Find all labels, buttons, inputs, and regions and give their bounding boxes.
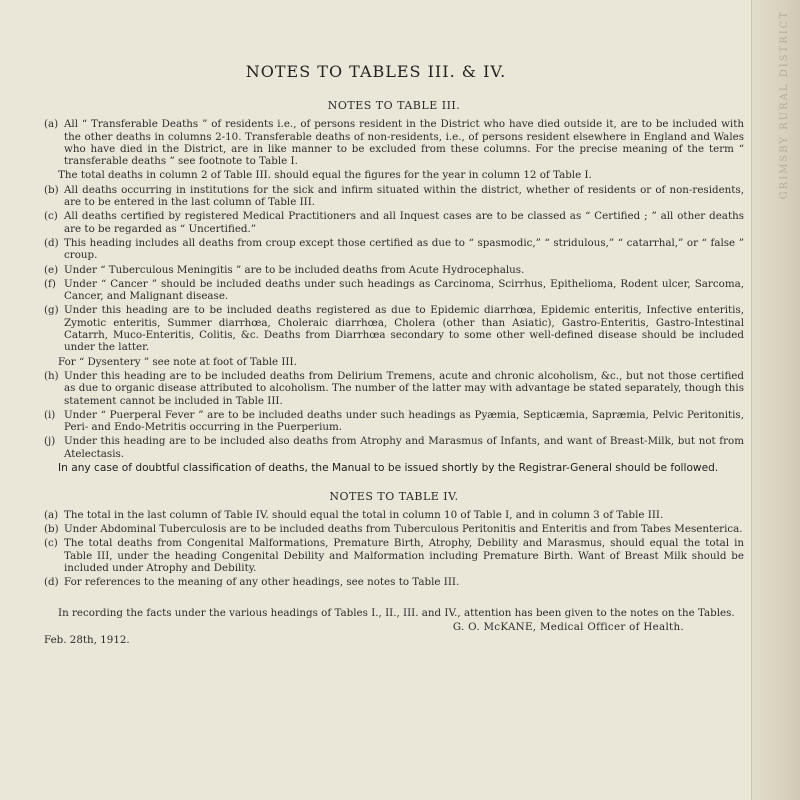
note-label: (d): [44, 576, 59, 589]
note-3h: [44, 370, 744, 407]
note-text: All deaths certified by registered Medical Practitioners and all Inquest cases are to be classed as “ Certified ; ” all other deaths are to be regarded as “ Uncertified.”: [64, 210, 744, 235]
note-label: (f): [44, 277, 56, 290]
note-4a: [44, 509, 744, 521]
note-label: (c): [44, 210, 58, 223]
note-3e: [44, 264, 744, 276]
note-text: Under “ Puerperal Fever ” are to be included deaths under such headings as Pyæmia, Septicæmia, Sapræmia, Pelvic Peritonitis, Peri- and Endo-Metritis occurring in the Puerperium.: [64, 408, 744, 434]
note-3c: [44, 210, 744, 235]
notes-content: [44, 100, 744, 646]
note-text: This heading includes all deaths from croup except those certified as due to “ spasmodic,” “ stridulous,” “ catarrhal,” or “ false ” croup.: [64, 236, 744, 262]
note-3b: [44, 184, 744, 209]
note-3a: [44, 118, 744, 167]
note-label: (c): [44, 537, 58, 550]
document-date: Feb. 28th, 1912.: [44, 634, 130, 647]
note-text: Under “ Tuberculous Meningitis ” are to be included deaths from Acute Hydrocephalus.: [64, 263, 525, 276]
note-text: Under “ Cancer ” should be included deaths under such headings as Carcinoma, Scirrhus, Epithelioma, Rodent ulcer, Sarcoma, Cancer, and Malignant disease.: [64, 277, 744, 303]
classification-notice: In any case of doubtful classification of deaths, the Manual to be issued shortly by the Registrar-General should be followed.: [58, 462, 719, 475]
note-3d: [44, 237, 744, 262]
note-4d: [44, 576, 744, 588]
section-spacer: [44, 475, 744, 491]
note-label: (a): [44, 508, 59, 521]
note-label: (d): [44, 236, 59, 249]
note-label: (b): [44, 523, 59, 536]
note-3i: [44, 409, 744, 434]
note-4b: [44, 523, 744, 535]
note-text: Under this heading are to be included also deaths from Atrophy and Marasmus of Infants, and want of Breast-Milk, but not from Atelectasis.: [64, 435, 744, 460]
note-3j: [44, 435, 744, 460]
table4-notes-title: NOTES TO TABLE IV.: [329, 489, 459, 503]
note-text: All deaths occurring in institutions for the sick and infirm situated within the district, whether of residents or of non-residents, are to be entered in the last column of Table III.: [64, 183, 744, 209]
note-label: (h): [44, 369, 59, 382]
note-3g: [44, 304, 744, 353]
note-text: The total in the last column of Table IV. should equal the total in column 10 of Table I, and in column 3 of Table III.: [64, 508, 664, 521]
note-label: (e): [44, 263, 59, 276]
note-label: (j): [44, 435, 56, 448]
note-3g-paragraph: For “ Dysentery ” see note at foot of Table III.: [58, 355, 297, 368]
note-text: Under this heading are to be included deaths registered as due to Epidemic diarrhœa, Epidemic enteritis, Infective enteritis, Zymotic enteritis, Summer diarrhœa, Choleraic diarrhœa, Cholera (other than Asiatic), Gastro-Enteritis, Gastro-Intestinal Catarrh, Muco-Enteritis, Colitis, &c. Deaths from Diarrhœa secondary to some other well-defined disease should be included under the latter.: [64, 304, 744, 354]
closing-paragraph: In recording the facts under the various headings of Tables I., II., III. and IV., attention has been given to the notes on the Tables.: [58, 606, 735, 619]
note-label: (i): [44, 408, 56, 421]
table3-notes-title: NOTES TO TABLE III.: [327, 99, 461, 112]
note-text: Under Abdominal Tuberculosis are to be included deaths from Tuberculous Peritonitis and Enteritis and from Tabes Mesenterica.: [64, 523, 743, 536]
note-text: Under this heading are to be included deaths from Delirium Tremens, acute and chronic alcoholism, &c., but not those certified as due to organic disease attributed to alcoholism. The number of the latter may with advantage be stated separately, though this statement cannot be included in Table III.: [64, 369, 744, 407]
note-label: (g): [44, 304, 59, 317]
running-head: NOTES TO TABLES III. & IV.: [245, 62, 507, 81]
note-text: For references to the meaning of any other headings, see notes to Table III.: [64, 576, 460, 589]
note-3a-paragraph: The total deaths in column 2 of Table III. should equal the figures for the year in column 12 of Table I.: [58, 169, 592, 182]
signature: G. O. McKANE, Medical Officer of Health.: [452, 620, 684, 633]
note-label: (b): [44, 183, 59, 196]
note-label: (a): [44, 118, 59, 131]
note-3f: [44, 278, 744, 303]
note-4c: [44, 537, 744, 574]
spine-title: GRIMSBY RURAL DISTRICT: [779, 10, 790, 200]
binding-spine: [751, 0, 800, 800]
section-spacer: [44, 591, 744, 607]
note-text: The total deaths from Congenital Malformations, Premature Birth, Atrophy, Debility and Marasmus, should equal the total in Table III, under the heading Congenital Debility and Malformation including Premature Birth. Want of Breast Milk should be included under Atrophy and Debility.: [64, 537, 744, 574]
note-text: All “ Transferable Deaths ” of residents i.e., of persons resident in the District who have died outside it, are to be included with the other deaths in columns 2-10. Transferable deaths of non-residents, i.e., of persons resident elsewhere in England and Wales who have died in the District, are in like manner to be excluded from these columns. For the precise meaning of the term “ transferable deaths ” see footnote to Table I.: [64, 118, 744, 168]
